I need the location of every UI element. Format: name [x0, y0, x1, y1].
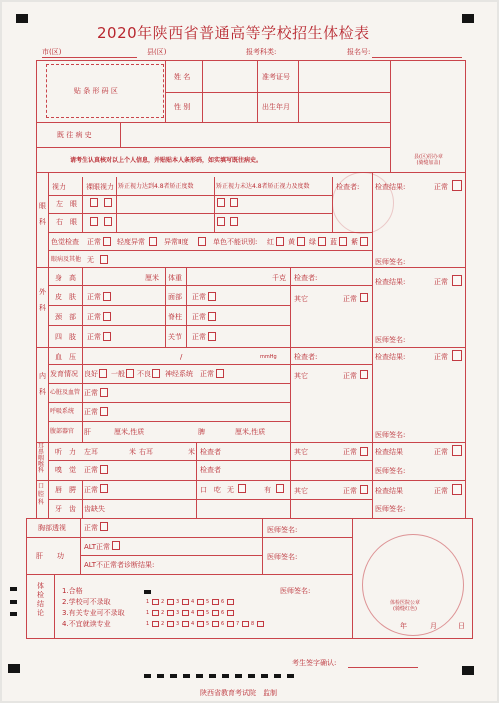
timing-mark — [10, 587, 17, 591]
conclusion-number-box[interactable] — [227, 599, 234, 605]
timing-mark — [157, 674, 164, 678]
vision-label: 视力 — [52, 183, 66, 191]
county-seal-ring — [332, 172, 394, 234]
conclusion-number-box[interactable] — [242, 621, 249, 627]
bp-slash: / — [180, 353, 183, 361]
skin-normal-box[interactable] — [103, 292, 111, 301]
spleen-unit-label: 厘米,性质 — [235, 428, 266, 436]
ent-others-normal-box[interactable] — [360, 447, 368, 456]
conclusion-number: 1 — [146, 610, 150, 616]
ent-others-normal-label: 正常 — [343, 448, 357, 456]
purple-label: 紫 — [351, 238, 358, 246]
timing-mark — [248, 674, 255, 678]
corrected-bad-label: 矫正视力未达4.8者矫正视力及度数 — [216, 183, 310, 190]
color-vision-label: 色觉检查 — [51, 238, 79, 246]
conclusion-section-label: 体 检 结 论 — [37, 582, 44, 617]
left-corrected-box[interactable] — [217, 198, 225, 207]
conclusion-item: 3.有关专业可不录取 — [62, 609, 125, 617]
weight-label: 体重 — [168, 274, 182, 282]
oral-result-label: 检查结果 — [375, 487, 403, 495]
ent-result-normal-box[interactable] — [452, 445, 462, 456]
color-normal-label: 正常 — [87, 238, 101, 246]
internal-others-label: 其它 — [294, 372, 308, 380]
timing-mark — [274, 674, 281, 678]
alt-normal-label: ALT正常 — [84, 543, 111, 551]
surgery-examiner-label: 检查者: — [294, 274, 318, 282]
timing-mark — [209, 674, 216, 678]
right-corrected-box[interactable] — [104, 217, 112, 226]
conclusion-number-box[interactable] — [182, 621, 189, 627]
green-box[interactable] — [318, 237, 326, 246]
liver-size-label: 肝 — [84, 428, 91, 436]
county-label: 县(区) — [147, 48, 167, 56]
lips-normal-box[interactable] — [100, 484, 108, 493]
left-ear-label: 左耳 — [84, 448, 98, 456]
oral-result-normal-label: 正常 — [434, 487, 448, 495]
internal-result-normal-label: 正常 — [434, 353, 448, 361]
internal-section-label: 内 科 — [39, 372, 46, 396]
surgery-result-normal-box[interactable] — [452, 275, 462, 286]
growth-medium-box[interactable] — [126, 369, 134, 378]
face-normal-box[interactable] — [208, 292, 216, 301]
spine-label: 脊柱 — [168, 313, 182, 321]
nerve-normal-label: 正常 — [200, 370, 214, 378]
height-unit: 厘米 — [145, 274, 159, 282]
conclusion-number-box[interactable] — [152, 621, 159, 627]
timing-mark — [261, 674, 268, 678]
county-seal-label: 县(区)招办章 (骑缝加盖) — [414, 154, 443, 166]
ent-section-label: 耳 鼻 咽 喉 科 — [38, 443, 45, 474]
right-eye-label: 右 眼 — [56, 218, 77, 226]
eye-doctor-sign-label: 医师签名: — [375, 258, 406, 266]
skin-normal-label: 正常 — [87, 293, 101, 301]
timing-mark — [235, 674, 242, 678]
conclusion-number: 3 — [176, 621, 180, 627]
missing-teeth-label: 齿缺失 — [84, 505, 105, 513]
hearing-label: 听 力 — [55, 448, 76, 456]
limbs-label: 四 肢 — [55, 333, 76, 341]
heart-normal-label: 正常 — [84, 389, 98, 397]
conclusion-number: 2 — [161, 621, 165, 627]
right-corrected-box[interactable] — [230, 217, 238, 226]
conclusion-number: 3 — [176, 610, 180, 616]
conclusion-number-box[interactable] — [167, 610, 174, 616]
growth-good-box[interactable] — [99, 369, 107, 378]
green-label: 绿 — [309, 238, 316, 246]
timing-mark — [287, 674, 294, 678]
medical-history-label: 既 往 病 史 — [57, 131, 92, 139]
neck-normal-box[interactable] — [103, 312, 111, 321]
smell-normal-label: 正常 — [84, 466, 98, 474]
spine-normal-label: 正常 — [192, 313, 206, 321]
smell-normal-box[interactable] — [100, 465, 108, 474]
ent-examiner-label: 检查者 — [200, 448, 221, 456]
color-weak1-box[interactable] — [149, 237, 157, 246]
eye-other-label: 眼病及其他 — [51, 256, 82, 263]
surgery-section-label: 外 科 — [39, 288, 46, 312]
blue-label: 蓝 — [330, 238, 337, 246]
limbs-normal-box[interactable] — [103, 332, 111, 341]
conclusion-number-box[interactable] — [182, 610, 189, 616]
internal-doctor-sign-label: 医师签名: — [375, 431, 406, 439]
joints-label: 关节 — [168, 333, 182, 341]
right-corrected-box[interactable] — [217, 217, 225, 226]
joints-normal-box[interactable] — [208, 332, 216, 341]
stutter-yes-box[interactable] — [276, 484, 284, 493]
liver-function-label: 肝 功 — [36, 552, 64, 560]
footer-label: 陕西省教育考试院 监制 — [200, 689, 277, 697]
alt-normal-box[interactable] — [112, 541, 120, 550]
conclusion-doctor-sign-label: 医师签名: — [280, 587, 311, 595]
exam-form — [2, 2, 497, 701]
timing-mark — [170, 674, 177, 678]
conclusion-number: 5 — [206, 599, 210, 605]
city-label: 市(区) — [42, 48, 62, 56]
oral-doctor-sign-label: 医师签名: — [375, 505, 406, 513]
barcode-area-label: 贴 条 形 码 区 — [74, 87, 118, 95]
growth-medium-label: 一般 — [111, 370, 125, 378]
spine-normal-box[interactable] — [208, 312, 216, 321]
internal-result-normal-box[interactable] — [452, 350, 462, 361]
yellow-box[interactable] — [297, 237, 305, 246]
sex-label: 性 别 — [174, 103, 191, 111]
ent-result-label: 检查结果 — [375, 448, 403, 456]
conclusion-number: 6 — [221, 599, 225, 605]
conclusion-number: 5 — [206, 621, 210, 627]
height-label: 身 高 — [55, 274, 76, 282]
eye-none-box[interactable] — [100, 255, 108, 264]
blood-pressure-label: 血 压 — [55, 353, 76, 361]
liver-unit-label: 厘米,性质 — [114, 428, 145, 436]
growth-good-label: 良好 — [84, 370, 98, 378]
growth-label: 发育情况 — [50, 370, 78, 378]
stutter-yes-label: 有 — [264, 486, 271, 494]
conclusion-item: 2.学校可不录取 — [62, 598, 111, 606]
conclusion-number-box[interactable] — [212, 610, 219, 616]
left-ear-unit: 米 — [129, 448, 136, 456]
left-corrected-box[interactable] — [230, 198, 238, 207]
right-ear-unit: 米 — [188, 448, 195, 456]
conclusion-number-box[interactable] — [197, 610, 204, 616]
nerve-system-label: 神经系统 — [165, 370, 193, 378]
conclusion-number-box[interactable] — [182, 599, 189, 605]
corner-mark-top-left — [16, 14, 28, 23]
color-normal-box[interactable] — [103, 237, 111, 246]
form-title: 2020年陕西省普通高等学校招生体检表 — [97, 24, 370, 42]
left-eye-label: 左 眼 — [56, 200, 77, 208]
respiratory-label: 呼吸系统 — [50, 408, 75, 415]
month-label: 月 — [430, 622, 437, 630]
surgery-doctor-sign-label: 医师签名: — [375, 336, 406, 344]
timing-mark — [144, 674, 151, 678]
neck-normal-label: 正常 — [87, 313, 101, 321]
conclusion-number: 3 — [176, 599, 180, 605]
candidate-confirm-label: 考生签字确认: — [292, 659, 337, 667]
corrected-ok-label: 矫正视力达到4.8者矫正度数 — [118, 183, 194, 190]
conclusion-number: 5 — [206, 610, 210, 616]
red-box[interactable] — [276, 237, 284, 246]
color-weak2-label: 异常Ⅱ度 — [164, 238, 189, 246]
conclusion-number: 6 — [221, 621, 225, 627]
notice-text: 请考生认真核对以上个人信息，并贴贴本人条形码，如实填写既往病史。 — [70, 157, 263, 164]
internal-others-normal-label: 正常 — [343, 372, 357, 380]
surgery-result-normal-label: 正常 — [434, 278, 448, 286]
conclusion-number-box[interactable] — [197, 599, 204, 605]
naked-vision-label: 裸眼视力 — [86, 183, 114, 191]
stutter-no-box[interactable] — [238, 484, 246, 493]
smell-label: 嗅 觉 — [55, 466, 76, 474]
blue-box[interactable] — [339, 237, 347, 246]
weight-unit: 千克 — [272, 274, 286, 282]
face-normal-label: 正常 — [192, 293, 206, 301]
left-corrected-box[interactable] — [104, 198, 112, 207]
timing-mark — [10, 612, 17, 616]
corner-mark-top-right — [462, 14, 474, 23]
conclusion-number: 6 — [221, 610, 225, 616]
surgery-result-label: 检查结果: — [375, 278, 406, 286]
conclusion-number: 4 — [191, 610, 195, 616]
liver-doctor-sign-label: 医师签名: — [267, 553, 298, 561]
birth-label: 出生年月 — [262, 103, 290, 111]
timing-mark — [222, 674, 229, 678]
hospital-seal-ring — [362, 534, 464, 636]
corner-mark-bottom-right — [462, 666, 474, 675]
conclusion-number: 2 — [161, 599, 165, 605]
oral-others-normal-label: 正常 — [343, 487, 357, 495]
ticket-no-label: 准考证号 — [262, 73, 290, 81]
internal-examiner-label: 检查者: — [294, 353, 318, 361]
eye-none-label: 无 — [87, 256, 94, 264]
surgery-others-normal-label: 正常 — [343, 295, 357, 303]
conclusion-number: 8 — [251, 621, 255, 627]
oral-others-label: 其它 — [294, 487, 308, 495]
corner-mark-bottom-left — [8, 664, 20, 673]
lips-label: 唇 腭 — [55, 486, 76, 494]
growth-bad-label: 不良 — [137, 370, 151, 378]
joints-normal-label: 正常 — [192, 333, 206, 341]
conclusion-number-box[interactable] — [152, 599, 159, 605]
surgery-others-normal-box[interactable] — [360, 293, 368, 302]
timing-mark — [196, 674, 203, 678]
neck-label: 颈 部 — [55, 313, 76, 321]
oral-result-normal-box[interactable] — [452, 484, 462, 495]
alt-abnormal-label: ALT不正常者诊断结果: — [84, 561, 155, 569]
color-weak2-box[interactable] — [198, 237, 206, 246]
ent-doctor-sign-label: 医师签名: — [375, 467, 406, 475]
oral-others-normal-box[interactable] — [360, 485, 368, 494]
right-corrected-box[interactable] — [90, 217, 98, 226]
yellow-label: 黄 — [288, 238, 295, 246]
mono-color-label: 单色不能识别: — [213, 238, 258, 246]
eye-section-label: 眼 科 — [39, 202, 46, 226]
day-label: 日 — [458, 622, 465, 630]
purple-box[interactable] — [360, 237, 368, 246]
internal-others-normal-box[interactable] — [360, 370, 368, 379]
timing-mark — [144, 590, 151, 594]
conclusion-number-box[interactable] — [197, 621, 204, 627]
conclusion-number-box[interactable] — [212, 599, 219, 605]
smell-examiner-label: 检查者 — [200, 466, 221, 474]
hospital-seal-label: 体检医院公章 (骑缝红色) — [390, 600, 421, 612]
conclusion-number: 1 — [146, 621, 150, 627]
timing-mark — [183, 674, 190, 678]
eye-result-normal-box[interactable] — [452, 180, 462, 191]
eye-result-normal-label: 正常 — [434, 183, 448, 191]
left-corrected-box[interactable] — [90, 198, 98, 207]
conclusion-number-box[interactable] — [257, 621, 264, 627]
surgery-others-label: 其它 — [294, 295, 308, 303]
abdomen-label: 腹部器官 — [50, 428, 75, 435]
heart-label: 心脏及血管 — [50, 389, 81, 396]
conclusion-number-box[interactable] — [167, 599, 174, 605]
conclusion-item: 1.合格 — [62, 587, 83, 595]
respiratory-normal-box[interactable] — [100, 407, 108, 416]
heart-normal-box[interactable] — [100, 388, 108, 397]
right-ear-label: 右耳 — [139, 448, 153, 456]
conclusion-number-box[interactable] — [212, 621, 219, 627]
conclusion-number: 4 — [191, 621, 195, 627]
chest-doctor-sign-label: 医师签名: — [267, 526, 298, 534]
chest-xray-label: 胸部透视 — [38, 524, 66, 532]
exam-type-label: 报考科类: — [246, 48, 277, 56]
lips-normal-label: 正常 — [84, 486, 98, 494]
internal-result-label: 检查结果: — [375, 353, 406, 361]
conclusion-number-box[interactable] — [152, 610, 159, 616]
registration-no-label: 报名号: — [347, 48, 371, 56]
nerve-normal-box[interactable] — [216, 369, 224, 378]
red-label: 红 — [267, 238, 274, 246]
stutter-label: 口 吃 — [200, 486, 221, 494]
stutter-no-label: 无 — [227, 486, 234, 494]
conclusion-number-box[interactable] — [167, 621, 174, 627]
name-label: 姓 名 — [174, 73, 191, 81]
teeth-label: 牙 齿 — [55, 505, 76, 513]
conclusion-number: 1 — [146, 599, 150, 605]
conclusion-number: 2 — [161, 610, 165, 616]
eye-result-label: 检查结果: — [375, 183, 406, 191]
skin-label: 皮 肤 — [55, 293, 76, 301]
limbs-normal-label: 正常 — [87, 333, 101, 341]
eye-examiner-label: 检查者: — [336, 183, 360, 191]
year-label: 年 — [400, 622, 407, 630]
bp-unit: mmHg — [260, 354, 277, 360]
ent-others-label: 其它 — [294, 448, 308, 456]
conclusion-number: 4 — [191, 599, 195, 605]
ent-result-normal-label: 正常 — [434, 448, 448, 456]
growth-bad-box[interactable] — [152, 369, 160, 378]
conclusion-number: 7 — [236, 621, 240, 627]
oral-section-label: 口 腔 科 — [38, 483, 45, 506]
spleen-size-label: 脾 — [198, 428, 205, 436]
chest-normal-label: 正常 — [84, 524, 98, 532]
timing-mark — [10, 600, 17, 604]
face-label: 面部 — [168, 293, 182, 301]
color-weak1-label: 轻度异常 — [117, 238, 145, 246]
conclusion-number-box[interactable] — [227, 610, 234, 616]
conclusion-item: 4.不宜就读专业 — [62, 620, 111, 628]
conclusion-number-box[interactable] — [227, 621, 234, 627]
chest-normal-box[interactable] — [100, 522, 108, 531]
respiratory-normal-label: 正常 — [84, 408, 98, 416]
